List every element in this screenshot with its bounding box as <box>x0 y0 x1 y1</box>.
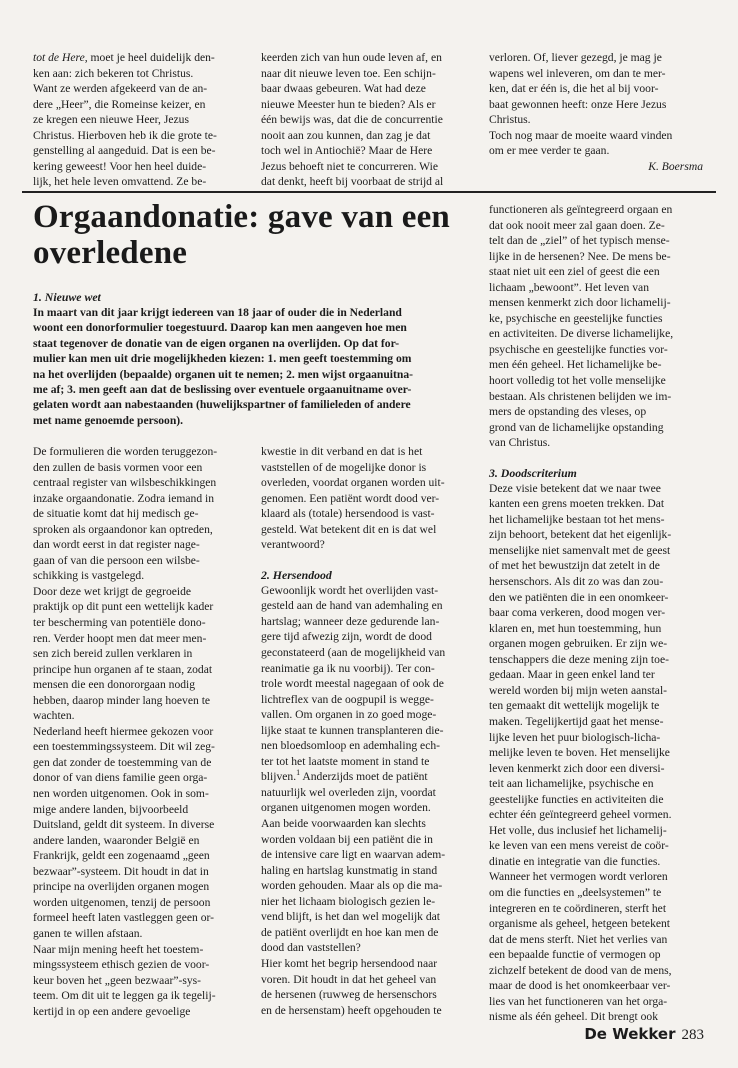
text-line: naar dit nieuwe leven toe. Een schijn- <box>261 66 436 80</box>
prev-col1-rest <box>33 66 246 190</box>
text-line: ze kregen een nieuwe Heer, Jezus <box>33 113 189 127</box>
prev-article-col-2 <box>261 50 473 190</box>
prev-col1-line-0: moet je heel duidelijk den- <box>87 51 215 64</box>
text-line: psychische en geestelijke functies vor- <box>489 342 668 356</box>
text-line: gedaan. Maar in geen enkel land ter <box>489 668 655 682</box>
text-line: het lichamelijke bestaan tot het mens- <box>489 512 665 526</box>
title-line-1: Orgaandonatie: gave van een <box>33 199 450 235</box>
text-line: woont een donorformulier toegestuurd. Daarop kan men aangeven hoe men <box>33 321 407 335</box>
text-line: nooit aan zou kunnen, dan zag je dat <box>261 128 431 142</box>
text-line: wapens wel inleveren, om dan te mer- <box>489 66 666 80</box>
footnote-marker: 1 <box>296 768 301 778</box>
text-line: dat ook nooit meer zal gaan doen. Ze- <box>489 218 665 232</box>
text-line: geestelijke functies en activiteiten die <box>489 792 664 806</box>
text-line: inzake orgaandonatie. Zodra iemand in <box>33 491 215 505</box>
text-line: dan wordt eerst in dat register nage- <box>33 538 200 552</box>
text-line: tenschappers die deze mening zijn toe- <box>489 652 669 666</box>
text-line: ten gemaakt dit wettelijk mogelijk te <box>489 699 660 713</box>
text-line: principe na overlijden organen mogen <box>33 880 210 894</box>
text-line: wereld worden bij mijn weten aanstal- <box>489 683 668 697</box>
page-number: 283 <box>681 1027 704 1043</box>
text-line: een bepaalde functie of vermogen op <box>489 948 661 962</box>
text-line: baar dwaas gebeuren. Wat had deze <box>261 82 426 96</box>
text-line: gesteld. Wat betekent dit en is dat wel <box>261 522 437 536</box>
text-line: lijke leven het puur biologisch-licha- <box>489 730 661 744</box>
section-1-intro <box>33 290 473 428</box>
text-line: leven kenmerkt zich door een diversi- <box>489 761 665 775</box>
text-line: maken. Tegelijkertijd gaat het mense- <box>489 714 664 728</box>
text-line: keur boven het „geen bezwaar”-sys- <box>33 973 202 987</box>
text-line: klaard als (totale) hersendood is vast- <box>261 507 435 521</box>
text-line: centraal register van wilsbeschikkingen <box>33 476 217 490</box>
text-line: zijn behoort, betekent dat het eigenlijk- <box>489 528 672 542</box>
text-line: gesteld aan de hand van ademhaling en <box>261 599 443 613</box>
text-line: mers de opstanding des vleses, op <box>489 405 647 419</box>
text-line: klaren en, met hun toestemming, hun <box>489 621 662 635</box>
text-line: den zullen de basis vormen voor een <box>33 460 203 474</box>
text-line: donor of van diens familie geen orga- <box>33 771 208 785</box>
text-line: baar coma verkeren, dood mogen ver- <box>489 606 666 620</box>
text-line: de intensive care ligt en waarvan adem- <box>261 848 446 862</box>
text-line: overleden, voordat organen worden uit- <box>261 476 445 490</box>
text-line: Naar mijn mening heeft het toestem- <box>33 942 204 956</box>
text-line: of met het bewustzijn dat zetelt in de <box>489 559 660 573</box>
text-line: organen mogen gebruiken. Er zijn we- <box>489 637 668 651</box>
text-line: mingssysteem ethisch gezien de voor- <box>33 958 210 972</box>
text-line: lichtreflex van de oogpupil is wegge- <box>261 692 434 706</box>
text-line: ter bescherming van potentiële dono- <box>33 616 206 630</box>
text-line: den we patiënten die in een onomkeer- <box>489 590 669 604</box>
text-line: geconstateerd (aan de mogelijkheid van <box>261 646 446 660</box>
text-line: teit aan lichamelijke, psychische en <box>489 777 654 791</box>
text-line: een toestemmingssysteem. Dit wil zeg- <box>33 740 215 754</box>
body-col3-part-a <box>489 202 703 451</box>
text-line: principe hun organen af te staan, zodat <box>33 662 213 676</box>
text-line: lies van het functioneren van het orga- <box>489 994 668 1008</box>
body-col3-part-b <box>489 481 703 1025</box>
text-line: nieuwe Meester hun te bieden? Als er <box>261 97 436 111</box>
text-line: andere landen, waaronder België en <box>33 833 200 847</box>
text-line: kering geweest! Voor hen heel duide- <box>33 159 207 173</box>
text-line: hartslag; wanneer deze gedurende lan- <box>261 614 440 628</box>
body-col2-part-b <box>261 583 473 1018</box>
text-line: telt dan de „ziel” of het typisch mense- <box>489 234 670 248</box>
text-line: wachten. <box>33 709 75 723</box>
text-line: nen worden uitgenomen. Ook in som- <box>33 787 209 801</box>
text-line: mensen die een donororgaan nodig <box>33 678 196 692</box>
text-line: Door deze wet krijgt de gegroeide <box>33 584 192 598</box>
text-line: ken, dat er één is, die het al bij voor- <box>489 82 659 96</box>
text-line: kwestie in dit verband en dat is het <box>261 445 423 458</box>
text-line: Hier komt het begrip hersendood naar <box>261 956 438 970</box>
text-line: De formulieren die worden teruggezon- <box>33 445 218 458</box>
text-line: keerden zich van hun oude leven af, en <box>261 51 442 64</box>
text-line: gen dat zonder de toestemming van de <box>33 755 212 769</box>
text-line: hebben, daarop minder lang hoeven te <box>33 693 211 707</box>
text-line: bezwaar”-systeem. Dit houdt in dat in <box>33 864 209 878</box>
text-line: worden gehouden. Maar als op die ma- <box>261 879 443 893</box>
text-line: ganen te willen afstaan. <box>33 926 143 940</box>
text-line: organen uitgenomen mogen worden. <box>261 801 431 815</box>
text-line: lijke staat te kunnen transplanteren die- <box>261 723 444 737</box>
text-line: blijven.$^1$ Anderzijds moet de patiënt <box>261 768 428 784</box>
text-line: lichaam „bewoont”. Het leven van <box>489 280 649 294</box>
text-line: lijke in de hersenen? Nee. De mens be- <box>489 249 671 263</box>
text-line: natuurlijk wel overleden zijn, voordat <box>261 785 436 799</box>
text-line: Nederland heeft hiermee gekozen voor <box>33 724 214 738</box>
text-line: formeel heeft laten vastleggen geen or- <box>33 911 214 925</box>
text-line: baat gewonnen heeft: onze Here Jezus <box>489 97 667 111</box>
text-line: nisme als één geheel. Dit brengt ook <box>489 1010 659 1024</box>
text-line: ke, psychische en geestelijke functies <box>489 311 663 325</box>
body-col2-part-a <box>261 444 473 553</box>
text-line: teem. Om dit uit te leggen ga ik tegelij- <box>33 989 216 1003</box>
article-title <box>33 199 473 271</box>
text-line: verloren. Of, liever gezegd, je mag je <box>489 51 662 64</box>
title-line-2: overledene <box>33 235 188 271</box>
text-line: sen zich bereid zullen verklaren in <box>33 647 193 661</box>
text-line: dood dan vaststellen? <box>261 941 361 955</box>
text-line: worden voldaan bij een patiënt die in <box>261 832 433 846</box>
text-line: dat de mens sterft. Niet het verlies van <box>489 932 668 946</box>
text-line: gere tijd afwezig zijn, wordt de dood <box>261 630 432 644</box>
text-line: staat tegenover de donatie van de eigen organen na overlijden. Op dat for- <box>33 336 400 350</box>
text-line: Christus. Hierboven heb ik die grote te- <box>33 128 217 142</box>
text-line: gaan of van die persoon een wilsbe- <box>33 553 200 567</box>
text-line: de situatie komt dat hij medisch ge- <box>33 507 199 521</box>
text-line: dat denkt, heeft bij voorbaat de strijd al <box>261 175 444 189</box>
text-line: functioneren als geïntegreerd orgaan en <box>489 203 673 216</box>
body-column-1 <box>33 444 246 1019</box>
text-line: met name genoemde persoon). <box>33 413 184 427</box>
text-line: hoort volledig tot het volle menselijke <box>489 374 666 388</box>
prev-col1-text <box>33 50 246 66</box>
text-line: Wanneer het vermogen wordt verloren <box>489 870 668 884</box>
text-line: nier het lichaam biologisch gezien le- <box>261 894 436 908</box>
text-line: menselijke niet samenvalt met de geest <box>489 543 671 557</box>
text-line: organisme als geheel, hetgeen betekent <box>489 917 671 931</box>
section-2-heading: 2. Hersendood <box>261 567 332 582</box>
prev-article-col-3 <box>489 50 703 174</box>
text-line: me af; 3. men geeft aan dat de beslissing over eventuele orgaanuitname over- <box>33 383 412 397</box>
text-line: vallen. Om organen in zo goed moge- <box>261 708 437 722</box>
text-line: gelaten wordt aan nabestaanden (huwelijkspartner of familieleden of andere <box>33 398 411 412</box>
text-line: voren. Dit houdt in dat het geheel van <box>261 972 437 986</box>
text-line: na het overlijden (bepaalde) organen uit te nemen; 2. men wijst orgaanuitna- <box>33 367 413 381</box>
text-line: de hersenen (ruwweg de hersenschors <box>261 988 437 1002</box>
text-line: en de hersenstam) heeft opgehouden te <box>261 1003 442 1017</box>
text-line: Toch nog maar de moeite waard vinden <box>489 128 673 142</box>
text-line: ke leven van een mens vereist de coör- <box>489 839 669 853</box>
text-line: sproken als orgaandonor kan optreden, <box>33 522 213 536</box>
text-line: nen bloedsomloop en ademhaling ech- <box>261 739 441 753</box>
text-line: echter één geïntegreerd geheel vormen. <box>489 808 672 822</box>
section-3-heading: 3. Doodscriterium <box>489 465 577 480</box>
text-line: één bewijs was, dat die de concurrentie <box>261 113 443 127</box>
text-line: ken aan: zich bekeren tot Christus. <box>33 66 194 80</box>
text-line: reanimatie ga ik nu voorbij). Ter con- <box>261 661 435 675</box>
text-line: om die functies en „deelsystemen” te <box>489 885 662 899</box>
author-signature: K. Boersma <box>648 159 703 173</box>
body-column-2 <box>261 444 473 1018</box>
text-line: Christus. <box>489 113 531 127</box>
text-line: Het volle, dus inclusief het lichamelij- <box>489 823 667 837</box>
body-column-3 <box>489 202 703 1025</box>
text-line: mulier kan men uit drie mogelijkheden kiezen: 1. men geeft toestemming om <box>33 352 412 366</box>
prev-col1-italic: tot de Here, <box>33 51 88 64</box>
text-line: bestaan. Als christenen belijden we im- <box>489 389 672 403</box>
text-line: mige andere landen, bijvoorbeeld <box>33 802 189 816</box>
text-line: en activiteiten. De diverse lichamelijke, <box>489 327 674 341</box>
text-line: Jezus behoeft niet te concurreren. Wie <box>261 159 439 173</box>
text-line: schikking is vastgelegd. <box>33 569 145 583</box>
text-line: toch wel in Antiochië? Maar de Here <box>261 144 433 158</box>
prev-article-col-1 <box>33 50 246 190</box>
text-line: staat niet uit een ziel of geest die een <box>489 265 660 279</box>
text-line: Gewoonlijk wordt het overlijden vast- <box>261 583 439 597</box>
text-line: Want ze werden afgekeerd van de an- <box>33 82 208 96</box>
text-line: kanten een grens moeten trekken. Dat <box>489 497 665 511</box>
text-line: lijk, het hele leven omvattend. Ze be- <box>33 175 207 189</box>
text-line: integreren en te coördineren, sterft het <box>489 901 667 915</box>
text-line: zichzelf betekent de dood van de mens, <box>489 963 672 977</box>
text-line: Duitsland, geldt dit systeem. In diverse <box>33 818 215 832</box>
text-line: maar de dood is het onomkeerbaar ver- <box>489 979 671 993</box>
text-line: verantwoord? <box>261 538 325 552</box>
text-line: genstelling al aangeduid. Dat is een be- <box>33 144 216 158</box>
text-line: van Christus. <box>489 436 551 450</box>
text-line: praktijk op dit punt een wettelijk kader <box>33 600 214 614</box>
text-line: vend blijft, is het dan wel mogelijk dat <box>261 910 441 924</box>
text-line: Aan beide voorwaarden kan slechts <box>261 817 426 831</box>
text-line: worden uitgenomen, tenzij de persoon <box>33 895 211 909</box>
text-line: mensen kenmerkt zich door lichamelij- <box>489 296 671 310</box>
prev-col3-text <box>489 50 703 159</box>
text-line: om er mee verder te gaan. <box>489 144 610 158</box>
text-line: trole wordt meestal nagegaan of ook de <box>261 677 444 691</box>
text-line: hersenschors. Als dit zo was dan zou- <box>489 575 664 589</box>
text-line: dinatie en integratie van die functies. <box>489 854 661 868</box>
text-line: Frankrijk, geldt een zogenaamd „geen <box>33 849 210 863</box>
text-line: Deze visie betekent dat we naar twee <box>489 481 661 495</box>
page-footer <box>584 1025 704 1044</box>
section-1-heading: 1. Nieuwe wet <box>33 290 101 304</box>
magazine-name: De Wekker <box>584 1025 676 1043</box>
article-divider <box>22 191 716 193</box>
text-line: kertijd in op een andere gevoelige <box>33 1004 191 1018</box>
text-line: In maart van dit jaar krijgt iedereen van 18 jaar of ouder die in Nederland <box>33 306 402 319</box>
lead-paragraph <box>33 305 473 428</box>
text-line: ren. Verder hoopt men dat meer men- <box>33 631 207 645</box>
text-line: de patiënt overlijdt en hoe kan men de <box>261 925 439 939</box>
text-line: grond van de lichamelijke opstanding <box>489 420 664 434</box>
text-line: vaststellen of de mogelijke donor is <box>261 460 427 474</box>
text-line: dere „Heer”, die Romeinse keizer, en <box>33 97 206 111</box>
text-line: ter tot het laatste moment in stand te <box>261 754 430 768</box>
text-line: genomen. Een patiënt wordt dood ver- <box>261 491 440 505</box>
text-line: melijke leven te boven. Het menselijke <box>489 746 670 760</box>
text-line: men één geheel. Het lichamelijke be- <box>489 358 662 372</box>
text-line: haling en hartslag kunstmatig in stand <box>261 863 438 877</box>
